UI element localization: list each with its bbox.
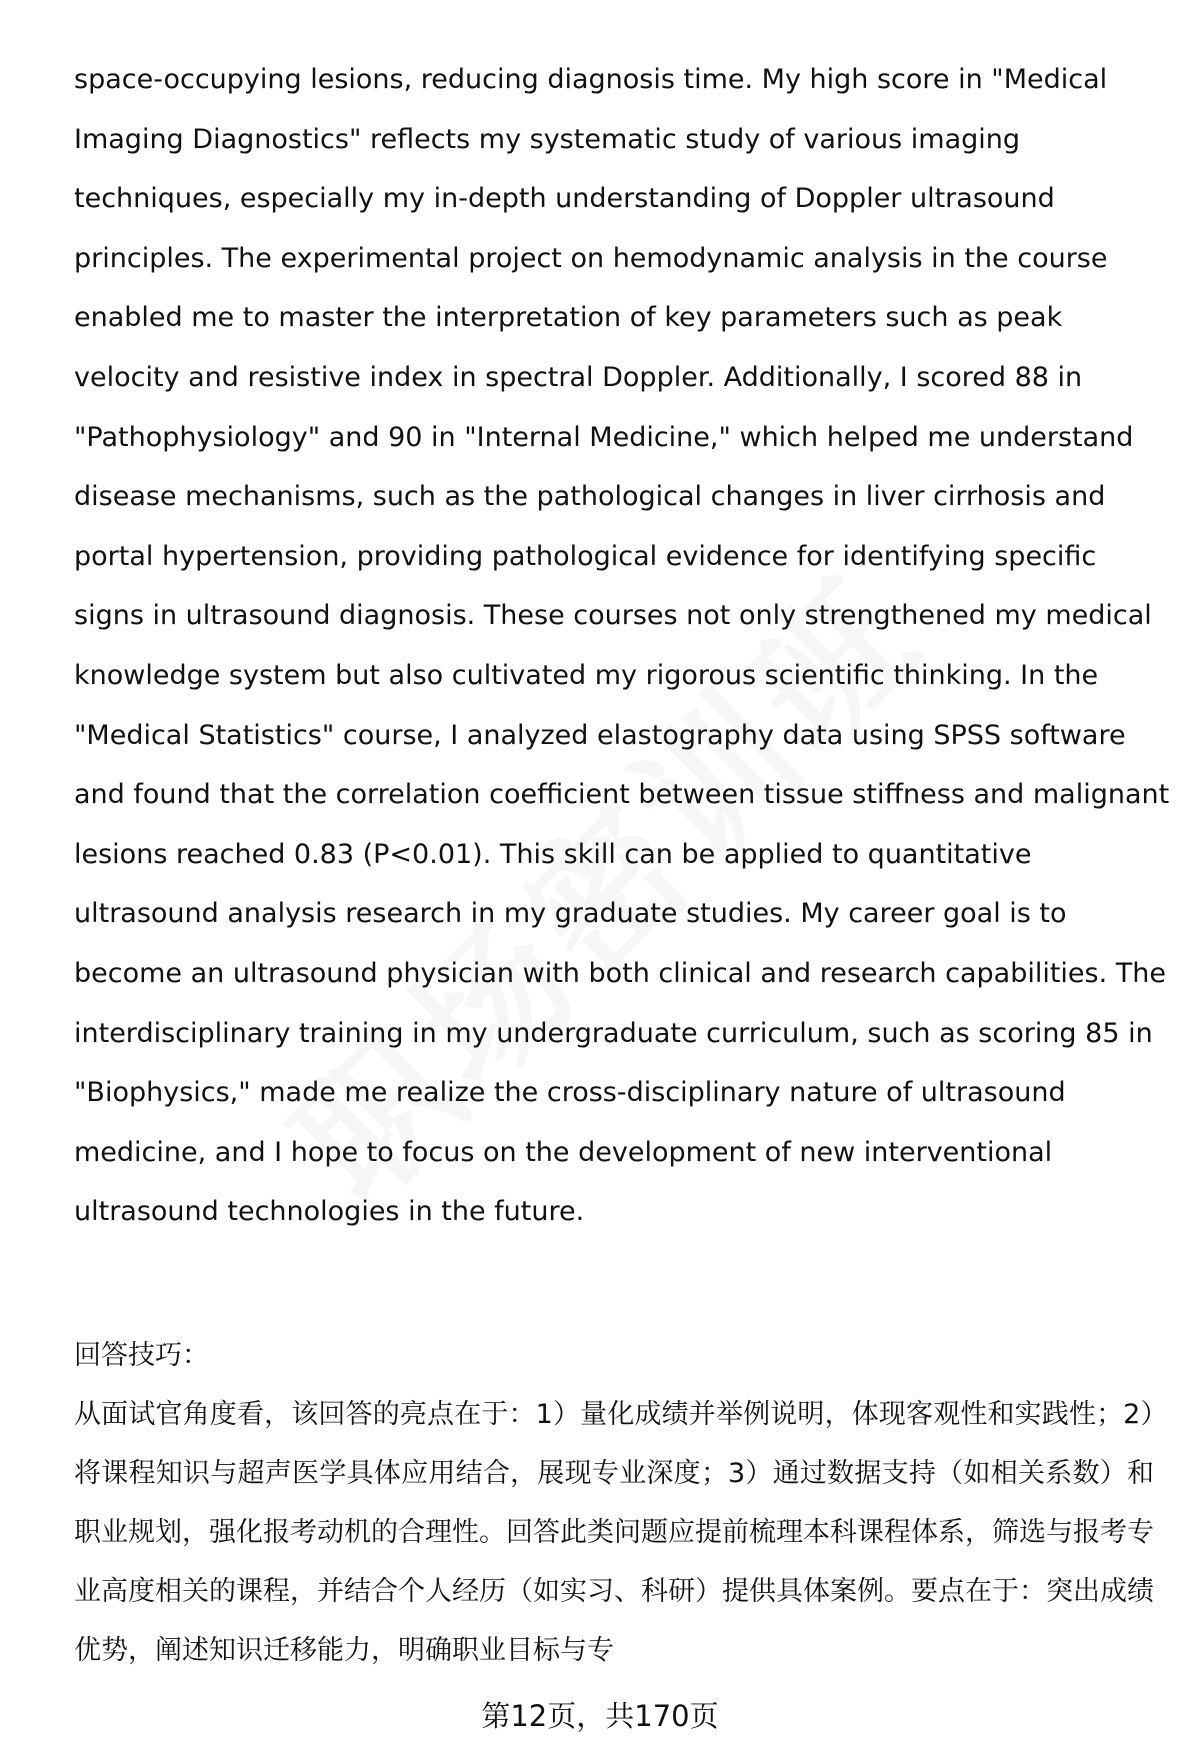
tips-heading: 回答技巧： bbox=[74, 1340, 209, 1371]
page-number-footer: 第12页，共170页 bbox=[481, 1699, 719, 1733]
answer-tips-section bbox=[74, 1333, 1154, 1680]
tips-body: 从面试官角度看，该回答的亮点在于：1）量化成绩并举例说明，体现客观性和实践性；2）将课程知识与超声医学具体应用结合，展现专业深度；3）通过数据支持（如相关系数）和职业规划，强化报考动机的合理性。回答此类问题应提前梳理本科课程体系，筛选与报考专业高度相关的课程，并结合个人经历（如实习、科研）提供具体案例。要点在于：突出成绩优势，阐述知识迁移能力，明确职业目标与专 bbox=[74, 1399, 1154, 1666]
body-paragraph: space-occupying lesions, reducing diagnosis time. My high score in "Medical Imaging Diagnostics" reflects my systematic study of various imaging techniques, especially my in-depth understanding of Doppler ultrasound principles. The experimental project on hemodynamic analysis in the course enabled me to master the interpretation of key parameters such as peak velocity and resistive index in spectral Doppler. Additionally, I scored 88 in "Pathophysiology" and 90 in "Internal Medicine," which helped me understand disease mechanisms, such as the pathological changes in liver cirrhosis and portal hypertension, providing pathological evidence for identifying specific signs in ultrasound diagnosis. These courses not only strengthened my medical knowledge system but also cultivated my rigorous scientific thinking. In the "Medical Statistics" course, I analyzed elastography data using SPSS software and found that the correlation coefficient between tissue stiffness and malignant lesions reached 0.83 (P<0.01). This skill can be applied to quantitative ultrasound analysis research in my graduate studies. My career goal is to become an ultrasound physician with both clinical and research capabilities. The interdisciplinary training in my undergraduate curriculum, such as scoring 85 in "Biophysics," made me realize the cross-disciplinary nature of ultrasound medicine, and I hope to focus on the development of new interventional ultrasound technologies in the future. bbox=[74, 64, 1170, 1228]
